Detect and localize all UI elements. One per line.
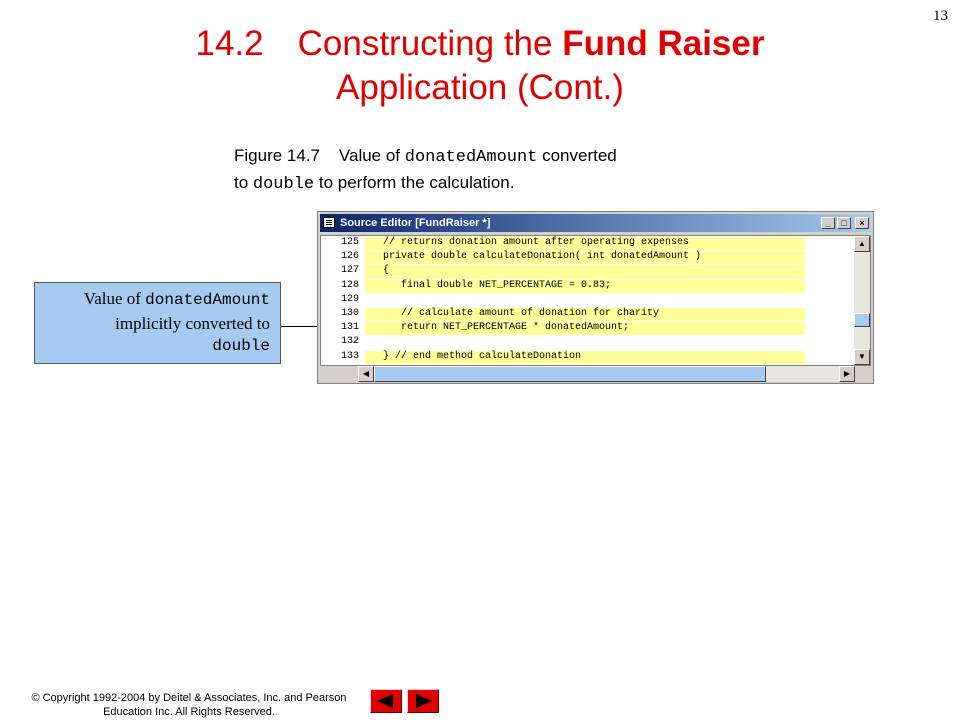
- callout-text-2: implicitly converted to: [115, 314, 270, 333]
- line-number: 127: [340, 265, 359, 277]
- code-line: {: [383, 265, 390, 277]
- window-title: Source Editor [FundRaiser *]: [340, 217, 491, 229]
- line-number-gutter: [321, 236, 363, 365]
- caption-text-4: to perform the calculation.: [314, 173, 515, 192]
- slide-number: 13: [933, 8, 948, 24]
- line-number: 129: [340, 293, 359, 305]
- vertical-scrollbar[interactable]: [854, 236, 870, 365]
- caption-text-2: converted: [537, 146, 617, 165]
- line-number: 133: [340, 350, 359, 362]
- maximize-button[interactable]: □: [837, 217, 851, 229]
- scroll-left-button[interactable]: ◀: [358, 366, 374, 382]
- caption-code-2: double: [252, 175, 315, 194]
- code-editor[interactable]: [320, 235, 871, 366]
- close-button[interactable]: ×: [855, 217, 869, 229]
- callout-text-1: Value of: [83, 289, 146, 308]
- source-editor-window[interactable]: [317, 211, 874, 384]
- vertical-scroll-thumb[interactable]: [854, 313, 870, 327]
- line-number: 128: [340, 279, 359, 291]
- line-number: 130: [340, 308, 359, 319]
- caption-fig: Figure 14.7: [234, 146, 320, 165]
- scroll-right-button[interactable]: ▶: [839, 366, 855, 382]
- caption-code-1: donatedAmount: [404, 148, 538, 167]
- minimize-button[interactable]: _: [821, 217, 835, 229]
- code-line: return NET_PERCENTAGE * donatedAmount;: [383, 322, 630, 334]
- scroll-up-button[interactable]: ▲: [854, 236, 870, 252]
- next-slide-button[interactable]: [407, 689, 439, 713]
- line-number: 131: [340, 322, 359, 334]
- callout-code-2: double: [212, 337, 270, 355]
- callout-box: [34, 282, 281, 364]
- line-number: 132: [340, 336, 359, 348]
- title-line2: Application (Cont.): [336, 68, 624, 107]
- caption-text-1: Value of: [338, 146, 405, 165]
- copyright-line-2: Education Inc. All Rights Reserved.: [103, 706, 275, 718]
- figure-caption: [234, 143, 617, 197]
- code-line: final double NET_PERCENTAGE = 0.83;: [383, 279, 612, 291]
- editor-app-icon: [323, 217, 335, 228]
- copyright-notice: [14, 691, 364, 719]
- callout-code-1: donatedAmount: [145, 291, 270, 309]
- code-highlight: [365, 265, 805, 278]
- copyright-line-1: © Copyright 1992-2004 by Deitel & Associates, Inc. and Pearson: [31, 692, 347, 704]
- line-number: 125: [340, 237, 359, 248]
- arrow-left-icon: [377, 694, 393, 708]
- title-section: 14.2: [195, 24, 264, 63]
- window-titlebar[interactable]: [320, 214, 871, 232]
- scroll-down-button[interactable]: ▼: [854, 349, 870, 365]
- code-line: } // end method calculateDonation: [383, 350, 582, 362]
- line-number: 126: [340, 251, 359, 263]
- title-bold: Fund Raiser: [562, 24, 765, 63]
- previous-slide-button[interactable]: [370, 689, 402, 713]
- code-area[interactable]: [363, 236, 853, 365]
- code-line: private double calculateDonation( int donatedAmount ): [383, 251, 702, 263]
- caption-text-3: to: [234, 173, 253, 192]
- horizontal-scroll-thumb[interactable]: [374, 366, 766, 382]
- code-line: // returns donation amount after operating expenses: [383, 237, 690, 248]
- slide-title: [0, 22, 960, 110]
- horizontal-scrollbar[interactable]: [358, 366, 855, 382]
- title-pre: Constructing the: [297, 24, 563, 63]
- code-line: // calculate amount of donation for charity: [383, 308, 660, 319]
- arrow-right-icon: [416, 694, 432, 708]
